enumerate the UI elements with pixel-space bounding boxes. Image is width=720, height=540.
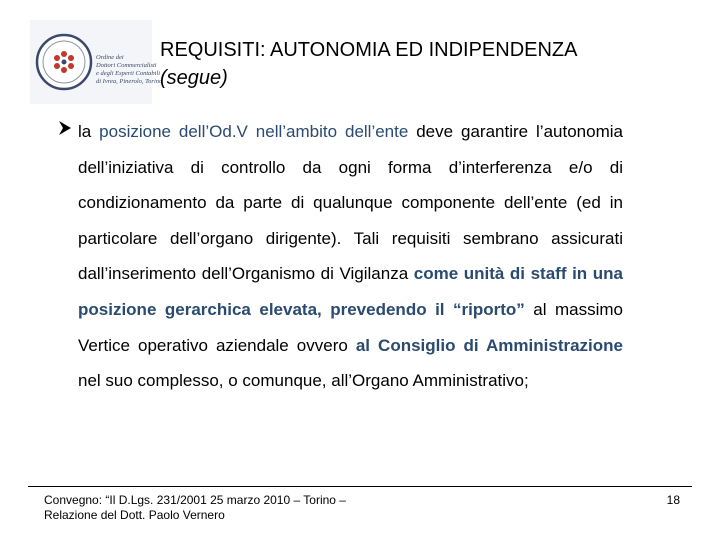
logo-line: e degli Esperti Contabili [96, 70, 161, 77]
title-main: REQUISITI: AUTONOMIA ED INDIPENDENZA [160, 39, 578, 61]
text-segment: nel suo complesso, o comunque, all’Organo Amministrativo; [78, 371, 529, 391]
highlight-segment: posizione dell’Od.V nell’ambito dell’ente [99, 122, 409, 141]
bullet-content [58, 114, 623, 399]
highlight-bold-segment: al Consiglio di Amministrazione [355, 335, 624, 355]
highlight-bold-segment: come unità di staff in una posizione gerarchica elevata, prevedendo il “riporto” [78, 264, 623, 319]
text-segment: deve garantire l’autonomia dell’iniziativa di controllo da ogni forma d’interferenza e/o di condizionamento da parte di qualunque componente dell’ente (ed in particolare dell’organo dirigente). Tali requisiti sembrano assicurati dall’inserimento dell’Organismo di Vigilanza [78, 122, 623, 284]
text-segment: al massimo Vertice operativo aziendale ovvero [78, 299, 623, 355]
footer-divider [28, 486, 692, 487]
footer-caption [44, 493, 444, 523]
logo-line: Dottori Commercialisti [96, 62, 157, 69]
page-number: 18 [666, 493, 680, 507]
logo-line: di Ivrea, Pinerolo, Torino [96, 78, 163, 85]
logo-line: Ordine dei [96, 54, 124, 61]
footer-line-1: Convegno: “Il D.Lgs. 231/2001 25 marzo 2010 – Torino – [44, 493, 346, 507]
text-segment: la [78, 122, 100, 141]
order-seal-logo [30, 20, 163, 104]
slide-title [160, 36, 700, 92]
title-subtitle: (segue) [160, 67, 228, 89]
bullet-paragraph [78, 114, 623, 399]
arrow-bullet-icon [58, 120, 72, 136]
footer-line-2: Relazione del Dott. Paolo Vernero [44, 508, 225, 522]
